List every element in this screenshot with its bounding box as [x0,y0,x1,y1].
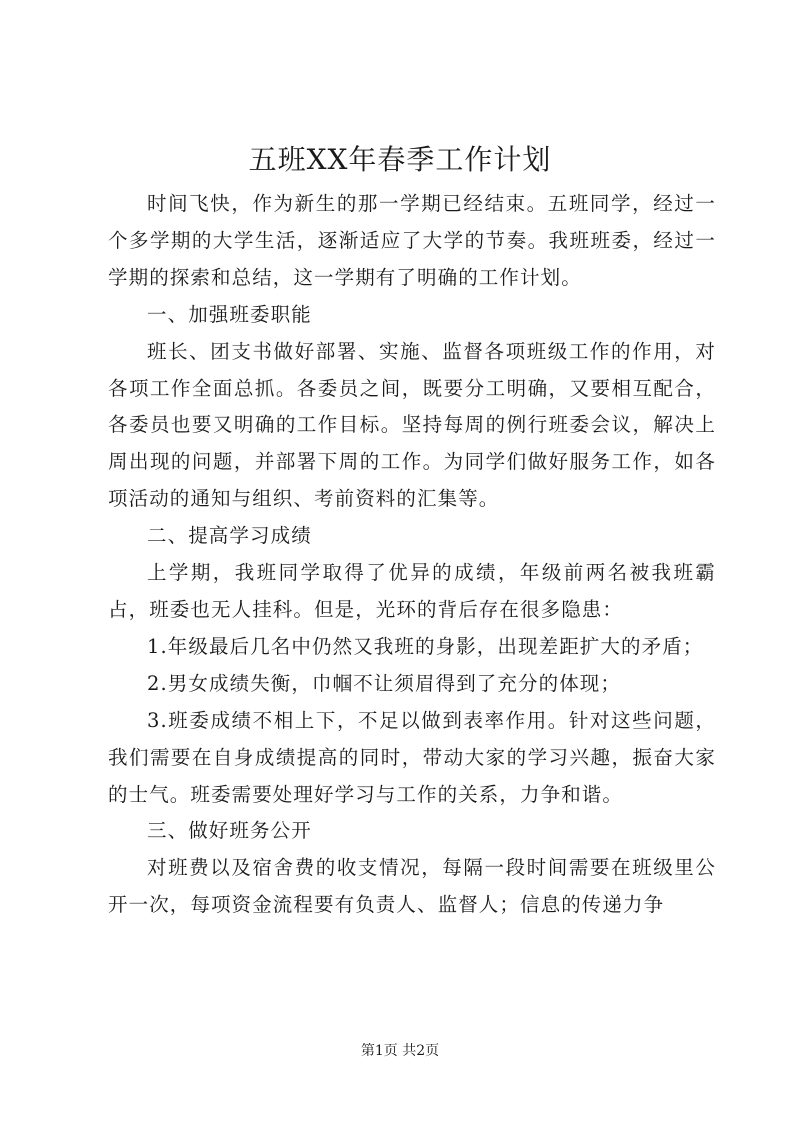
section-1-paragraph: 班长、团支书做好部署、实施、监督各项班级工作的作用，对各项工作全面总抓。各委员之间，既要分工明确，又要相互配合，各委员也要又明确的工作目标。坚持每周的例行班委会议，解决上周出现的问题，并部署下周的工作。为同学们做好服务工作，如各项活动的通知与组织、考前资料的汇集等。 [108,339,716,511]
list-item-2: 2.男女成绩失衡，巾帼不让须眉得到了充分的体现； [147,671,622,695]
section-heading-1: 一、加强班委职能 [147,302,312,326]
document-body [108,186,716,924]
page-number-footer: 第1页 共2页 [360,1043,440,1059]
list-item-1: 1.年级最后几名中仍然又我班的身影，出现差距扩大的矛盾； [147,634,704,658]
section-2-paragraph: 上学期，我班同学取得了优异的成绩，年级前两名被我班霸占，班委也无人挂科。但是，光环的背后存在很多隐患： [108,561,716,621]
section-3-paragraph: 对班费以及宿舍费的收支情况，每隔一段时间需要在班级里公开一次，每项资金流程要有负责人、监督人；信息的传递力争 [108,856,716,917]
document-title: 五班XX年春季工作计划 [248,143,552,176]
intro-paragraph: 时间飞快，作为新生的那一学期已经结束。五班同学，经过一个多学期的大学生活，逐渐适应了大学的节奏。我班班委，经过一学期的探索和总结，这一学期有了明确的工作计划。 [108,192,716,289]
section-heading-3: 三、做好班务公开 [147,819,312,843]
list-item-3: 3.班委成绩不相上下，不足以做到表率作用。针对这些问题，我们需要在自身成绩提高的同时，带动大家的学习兴趣，振奋大家的士气。班委需要处理好学习与工作的关系，力争和谐。 [108,708,716,806]
section-heading-2: 二、提高学习成绩 [147,524,312,548]
